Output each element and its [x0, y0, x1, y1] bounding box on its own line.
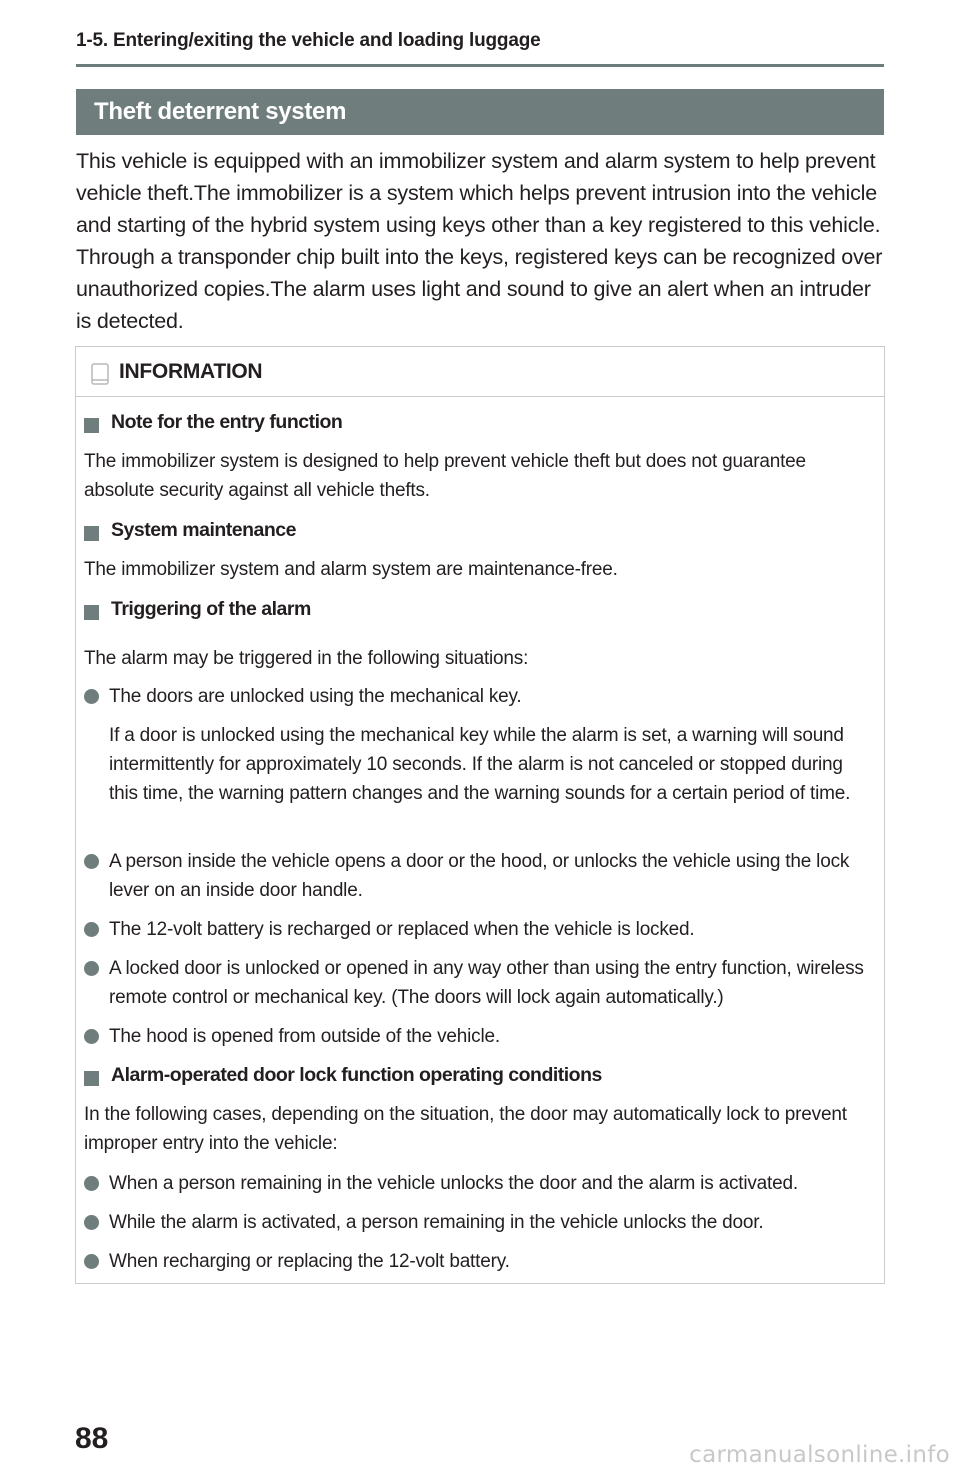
list-item: When a person remaining in the vehicle unlocks the door and the alarm is activated. [109, 1173, 798, 1194]
round-bullet-icon [84, 854, 99, 869]
page-number: 88 [75, 1422, 109, 1455]
list-item: The hood is opened from outside of the vehicle. [109, 1026, 500, 1047]
subheading-text: Triggering of the alarm [111, 598, 311, 620]
subheading-text: Alarm-operated door lock function operating conditions [111, 1064, 602, 1086]
section-title: Theft deterrent system [94, 98, 347, 125]
list-item: The doors are unlocked using the mechanical key. [109, 686, 522, 707]
round-bullet-icon [84, 1254, 99, 1269]
list-item: A locked door is unlocked or opened in any way other than using the entry function, wireless remote control or mechanical key. (The doors will lock again automatically.) [109, 958, 864, 1008]
square-bullet-icon [84, 1071, 99, 1086]
square-bullet-icon [84, 418, 99, 433]
triggering-intro: The alarm may be triggered in the following situations: [84, 648, 529, 669]
watermark [660, 1436, 960, 1474]
information-box [75, 346, 885, 1284]
round-bullet-icon [84, 922, 99, 937]
header-divider [76, 64, 884, 67]
square-bullet-icon [84, 605, 99, 620]
information-header [76, 347, 884, 397]
maintenance-text: The immobilizer system and alarm system are maintenance-free. [84, 559, 618, 580]
section-title-bar [76, 89, 884, 135]
subheading-system-maintenance [84, 519, 874, 549]
list-item: A person inside the vehicle opens a door or the hood, or unlocks the vehicle using the lock lever on an inside door handle. [109, 851, 850, 901]
list-item-detail: If a door is unlocked using the mechanical key while the alarm is set, a warning will sound intermittently for approximately 10 seconds. If the alarm is not canceled or stopped during this time, the warning pattern changes and the warning sounds for a certain period of time. [109, 725, 851, 804]
intro-paragraph: This vehicle is equipped with an immobilizer system and alarm system to help prevent vehicle theft.The immobilizer is a system which helps prevent intrusion into the vehicle and starting of the hybrid system using keys other than a key registered to this vehicle. Through a transponder chip built into the keys, registered keys can be recognized over unauthorized copies.The alarm uses light and sound to give an alert when an intruder is detected. [76, 149, 883, 333]
round-bullet-icon [84, 689, 99, 704]
list-item: The 12-volt battery is recharged or replaced when the vehicle is locked. [109, 919, 695, 940]
entry-function-text: The immobilizer system is designed to help prevent vehicle theft but does not guarantee absolute security against all vehicle thefts. [84, 451, 806, 501]
round-bullet-icon [84, 1176, 99, 1191]
watermark-text: carmanualsonline.info [689, 1442, 950, 1468]
subheading-text: Note for the entry function [111, 411, 343, 433]
subheading-text: System maintenance [111, 519, 297, 541]
list-item: When recharging or replacing the 12-volt battery. [109, 1251, 510, 1272]
round-bullet-icon [84, 1029, 99, 1044]
memo-icon [91, 363, 109, 385]
round-bullet-icon [84, 1215, 99, 1230]
information-title: INFORMATION [119, 360, 263, 383]
list-item: While the alarm is activated, a person remaining in the vehicle unlocks the door. [109, 1212, 764, 1233]
subheading-entry-function [84, 411, 874, 441]
square-bullet-icon [84, 526, 99, 541]
subheading-triggering [84, 598, 874, 628]
subheading-door-lock [84, 1064, 874, 1094]
door-lock-intro: In the following cases, depending on the situation, the door may automatically lock to prevent improper entry into the vehicle: [84, 1104, 847, 1154]
round-bullet-icon [84, 961, 99, 976]
chapter-header: 1-5. Entering/exiting the vehicle and loading luggage [76, 30, 541, 51]
